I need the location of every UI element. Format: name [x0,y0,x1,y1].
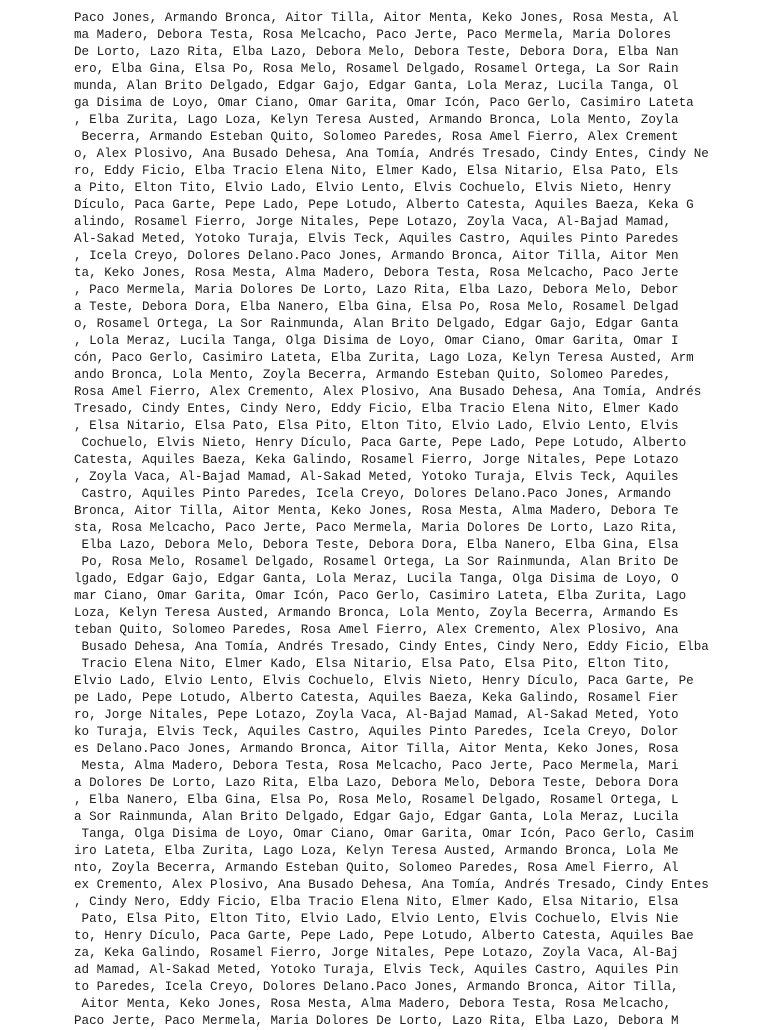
text-line: cón, Paco Gerlo, Casimiro Lateta, Elba Zurita, Lago Loza, Kelyn Teresa Austed, Arm [74,351,694,365]
text-line: ta, Keko Jones, Rosa Mesta, Alma Madero, Debora Testa, Rosa Melcacho, Paco Jerte [74,266,679,280]
text-line: , Zoyla Vaca, Al-Bajad Mamad, Al-Sakad Meted, Yotoko Turaja, Elvis Teck, Aquiles [74,470,679,484]
text-line: ad Mamad, Al-Sakad Meted, Yotoko Turaja, Elvis Teck, Aquiles Castro, Aquiles Pin [74,963,679,977]
text-line: Aitor Menta, Keko Jones, Rosa Mesta, Alma Madero, Debora Testa, Rosa Melcacho, [74,997,672,1011]
text-line: Elvio Lado, Elvio Lento, Elvis Cochuelo, Elvis Nieto, Henry Dículo, Paca Garte, Pe [74,674,694,688]
text-line: ando Bronca, Lola Mento, Zoyla Becerra, Armando Esteban Quito, Solomeo Paredes, [74,368,672,382]
text-line: alindo, Rosamel Fierro, Jorge Nitales, Pepe Lotazo, Zoyla Vaca, Al-Bajad Mamad, [74,215,672,229]
text-line: iro Lateta, Elba Zurita, Lago Loza, Kelyn Teresa Austed, Armando Bronca, Lola Me [74,844,679,858]
text-line: to, Henry Dículo, Paca Garte, Pepe Lado, Pepe Lotudo, Alberto Catesta, Aquiles Bae [74,929,694,943]
text-line: ko Turaja, Elvis Teck, Aquiles Castro, Aquiles Pinto Paredes, Icela Creyo, Dolor [74,725,679,739]
document-body [74,10,714,1030]
text-line: ga Disima de Loyo, Omar Ciano, Omar Garita, Omar Icón, Paco Gerlo, Casimiro Lateta [74,96,694,110]
text-line: ro, Jorge Nitales, Pepe Lotazo, Zoyla Vaca, Al-Bajad Mamad, Al-Sakad Meted, Yoto [74,708,679,722]
text-line: za, Keka Galindo, Rosamel Fierro, Jorge Nitales, Pepe Lotazo, Zoyla Vaca, Al-Baj [74,946,679,960]
text-line: Rosa Amel Fierro, Alex Cremento, Alex Plosivo, Ana Busado Dehesa, Ana Tomía, Andrés [74,385,702,399]
text-line: Tanga, Olga Disima de Loyo, Omar Ciano, Omar Garita, Omar Icón, Paco Gerlo, Casim [74,827,694,841]
text-line: Pato, Elsa Pito, Elton Tito, Elvio Lado, Elvio Lento, Elvis Cochuelo, Elvis Nie [74,912,679,926]
text-line: to Paredes, Icela Creyo, Dolores Delano.Paco Jones, Armando Bronca, Aitor Tilla, [74,980,679,994]
text-line: , Paco Mermela, Maria Dolores De Lorto, Lazo Rita, Elba Lazo, Debora Melo, Debor [74,283,679,297]
text-line: Castro, Aquiles Pinto Paredes, Icela Creyo, Dolores Delano.Paco Jones, Armando [74,487,672,501]
text-line: Al-Sakad Meted, Yotoko Turaja, Elvis Teck, Aquiles Castro, Aquiles Pinto Paredes [74,232,679,246]
text-line: , Elsa Nitario, Elsa Pato, Elsa Pito, Elton Tito, Elvio Lado, Elvio Lento, Elvis [74,419,679,433]
text-line: ex Cremento, Alex Plosivo, Ana Busado Dehesa, Ana Tomía, Andrés Tresado, Cindy Entes [74,878,709,892]
text-line: Mesta, Alma Madero, Debora Testa, Rosa Melcacho, Paco Jerte, Paco Mermela, Mari [74,759,679,773]
text-line: pe Lado, Pepe Lotudo, Alberto Catesta, Aquiles Baeza, Keka Galindo, Rosamel Fier [74,691,679,705]
text-line: o, Rosamel Ortega, La Sor Rainmunda, Alan Brito Delgado, Edgar Gajo, Edgar Ganta [74,317,679,331]
text-line: es Delano.Paco Jones, Armando Bronca, Aitor Tilla, Aitor Menta, Keko Jones, Rosa [74,742,679,756]
text-line: Dículo, Paca Garte, Pepe Lado, Pepe Lotudo, Alberto Catesta, Aquiles Baeza, Keka G [74,198,694,212]
text-line: munda, Alan Brito Delgado, Edgar Gajo, Edgar Ganta, Lola Meraz, Lucila Tanga, Ol [74,79,679,93]
text-line: Tresado, Cindy Entes, Cindy Nero, Eddy Ficio, Elba Tracio Elena Nito, Elmer Kado [74,402,679,416]
text-line: a Pito, Elton Tito, Elvio Lado, Elvio Lento, Elvis Cochuelo, Elvis Nieto, Henry [74,181,672,195]
text-line: nto, Zoyla Becerra, Armando Esteban Quito, Solomeo Paredes, Rosa Amel Fierro, Al [74,861,679,875]
text-line: Paco Jerte, Paco Mermela, Maria Dolores De Lorto, Lazo Rita, Elba Lazo, Debora M [74,1014,679,1028]
text-line: mar Ciano, Omar Garita, Omar Icón, Paco Gerlo, Casimiro Lateta, Elba Zurita, Lago [74,589,687,603]
text-line: , Icela Creyo, Dolores Delano.Paco Jones, Armando Bronca, Aitor Tilla, Aitor Men [74,249,679,263]
text-line: Paco Jones, Armando Bronca, Aitor Tilla, Aitor Menta, Keko Jones, Rosa Mesta, Al [74,11,679,25]
text-line: a Teste, Debora Dora, Elba Nanero, Elba Gina, Elsa Po, Rosa Melo, Rosamel Delgad [74,300,679,314]
text-line: sta, Rosa Melcacho, Paco Jerte, Paco Mermela, Maria Dolores De Lorto, Lazo Rita, [74,521,679,535]
text-line: a Sor Rainmunda, Alan Brito Delgado, Edgar Gajo, Edgar Ganta, Lola Meraz, Lucila [74,810,679,824]
text-line: Becerra, Armando Esteban Quito, Solomeo Paredes, Rosa Amel Fierro, Alex Crement [74,130,679,144]
text-line: Elba Lazo, Debora Melo, Debora Teste, Debora Dora, Elba Nanero, Elba Gina, Elsa [74,538,679,552]
text-line: Po, Rosa Melo, Rosamel Delgado, Rosamel Ortega, La Sor Rainmunda, Alan Brito De [74,555,679,569]
text-line: ero, Elba Gina, Elsa Po, Rosa Melo, Rosamel Delgado, Rosamel Ortega, La Sor Rain [74,62,679,76]
text-line: De Lorto, Lazo Rita, Elba Lazo, Debora Melo, Debora Teste, Debora Dora, Elba Nan [74,45,679,59]
text-line: , Elba Nanero, Elba Gina, Elsa Po, Rosa Melo, Rosamel Delgado, Rosamel Ortega, L [74,793,679,807]
text-line: o, Alex Plosivo, Ana Busado Dehesa, Ana Tomía, Andrés Tresado, Cindy Entes, Cindy Ne [74,147,709,161]
text-line: Loza, Kelyn Teresa Austed, Armando Bronca, Lola Mento, Zoyla Becerra, Armando Es [74,606,679,620]
text-line: , Elba Zurita, Lago Loza, Kelyn Teresa Austed, Armando Bronca, Lola Mento, Zoyla [74,113,679,127]
text-line: Catesta, Aquiles Baeza, Keka Galindo, Rosamel Fierro, Jorge Nitales, Pepe Lotazo [74,453,679,467]
text-line: Bronca, Aitor Tilla, Aitor Menta, Keko Jones, Rosa Mesta, Alma Madero, Debora Te [74,504,679,518]
text-line: lgado, Edgar Gajo, Edgar Ganta, Lola Meraz, Lucila Tanga, Olga Disima de Loyo, O [74,572,679,586]
text-line: a Dolores De Lorto, Lazo Rita, Elba Lazo, Debora Melo, Debora Teste, Debora Dora [74,776,679,790]
text-line: , Lola Meraz, Lucila Tanga, Olga Disima de Loyo, Omar Ciano, Omar Garita, Omar I [74,334,679,348]
text-line: teban Quito, Solomeo Paredes, Rosa Amel Fierro, Alex Cremento, Alex Plosivo, Ana [74,623,679,637]
text-line: Busado Dehesa, Ana Tomía, Andrés Tresado, Cindy Entes, Cindy Nero, Eddy Ficio, Elba [74,640,709,654]
text-line: ma Madero, Debora Testa, Rosa Melcacho, Paco Jerte, Paco Mermela, Maria Dolores [74,28,672,42]
text-line: ro, Eddy Ficio, Elba Tracio Elena Nito, Elmer Kado, Elsa Nitario, Elsa Pato, Els [74,164,679,178]
text-line: , Cindy Nero, Eddy Ficio, Elba Tracio Elena Nito, Elmer Kado, Elsa Nitario, Elsa [74,895,679,909]
text-line: Tracio Elena Nito, Elmer Kado, Elsa Nitario, Elsa Pato, Elsa Pito, Elton Tito, [74,657,672,671]
text-line: Cochuelo, Elvis Nieto, Henry Dículo, Paca Garte, Pepe Lado, Pepe Lotudo, Alberto [74,436,687,450]
